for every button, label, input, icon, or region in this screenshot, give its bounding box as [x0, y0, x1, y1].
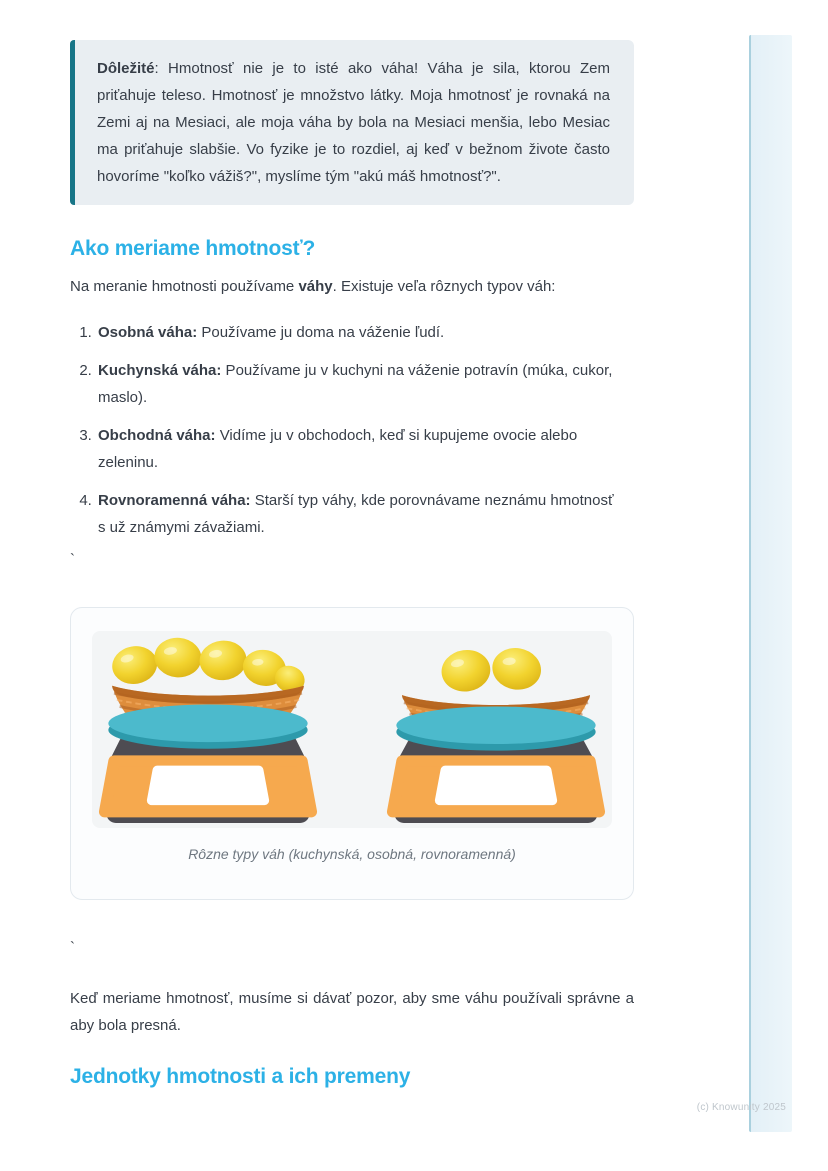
scale-platter-icon — [108, 704, 307, 748]
intro-text-post: . Existuje veľa rôznych typov váh: — [332, 278, 556, 295]
list-item-term: Obchodná váha: — [98, 426, 216, 444]
scale-types-list — [70, 319, 634, 542]
document-content — [70, 0, 634, 1089]
intro-text-bold: váhy — [298, 278, 333, 295]
scale-platter-icon — [396, 706, 595, 750]
figure-card — [70, 607, 634, 900]
list-item — [96, 487, 620, 542]
stray-backtick: ` — [70, 550, 75, 568]
copyright-watermark: (c) Knowunity 2025 — [696, 1102, 786, 1113]
callout-text: : Hmotnosť nie je to isté ako váha! Váha je sila, ktorou Zem priťahuje teleso. Hmotnosť je množstvo látky. Moja hmotnosť je rovnaká na Zemi aj na Mesiaci, ale moja váha by bola na Mesiaci menšia, lebo Mesiac ma priťahuje slabšie. Vo fyzike je to rozdiel, aj keď v bežnom živote často hovoríme "koľko vážiš?", myslíme tým "akú máš hmotnosť?". — [97, 60, 610, 185]
scale-display-window — [440, 770, 553, 800]
stray-backtick: ` — [70, 938, 75, 956]
scrollbar-track[interactable] — [749, 35, 792, 1132]
intro-paragraph — [70, 275, 634, 299]
list-item — [96, 422, 620, 477]
figure-caption: Rôzne typy váh (kuchynská, osobná, rovnoramenná) — [188, 845, 516, 862]
list-item-term: Rovnoramenná váha: — [98, 491, 251, 509]
list-item-desc: Starší typ váhy, kde porovnávame neznámu hmotnosť s už známymi závažiami. — [98, 491, 614, 536]
scale-display-window — [152, 770, 265, 800]
list-item-term: Kuchynská váha: — [98, 361, 222, 379]
list-item-term: Osobná váha: — [98, 324, 198, 341]
list-item — [96, 319, 620, 347]
list-item-desc: Vidíme ju v obchodoch, keď si kupujeme ovocie alebo zeleninu. — [98, 426, 578, 471]
kitchen-scale-right-illustration — [383, 635, 609, 823]
kitchen-scale-left-illustration — [95, 635, 321, 823]
lemons-icon — [439, 644, 544, 694]
section-heading-units: Jednotky hmotnosti a ich premeny — [70, 1064, 411, 1088]
list-item-desc: Používame ju v kuchyni na váženie potravín (múka, cukor, maslo). — [98, 361, 613, 406]
list-item — [96, 357, 620, 412]
callout-label: Dôležité — [97, 60, 155, 77]
important-callout — [70, 40, 634, 205]
list-item-desc: Používame ju doma na váženie ľudí. — [197, 324, 445, 341]
section-heading-how-we-measure: Ako meriame hmotnosť? — [70, 237, 316, 260]
intro-text-pre: Na meranie hmotnosti používame — [70, 278, 299, 295]
closing-paragraph: Keď meriame hmotnosť, musíme si dávať pozor, aby sme váhu používali správne a aby bola presná. — [70, 989, 634, 1034]
lemons-icon — [109, 635, 308, 696]
figure-image-panel — [92, 631, 612, 828]
